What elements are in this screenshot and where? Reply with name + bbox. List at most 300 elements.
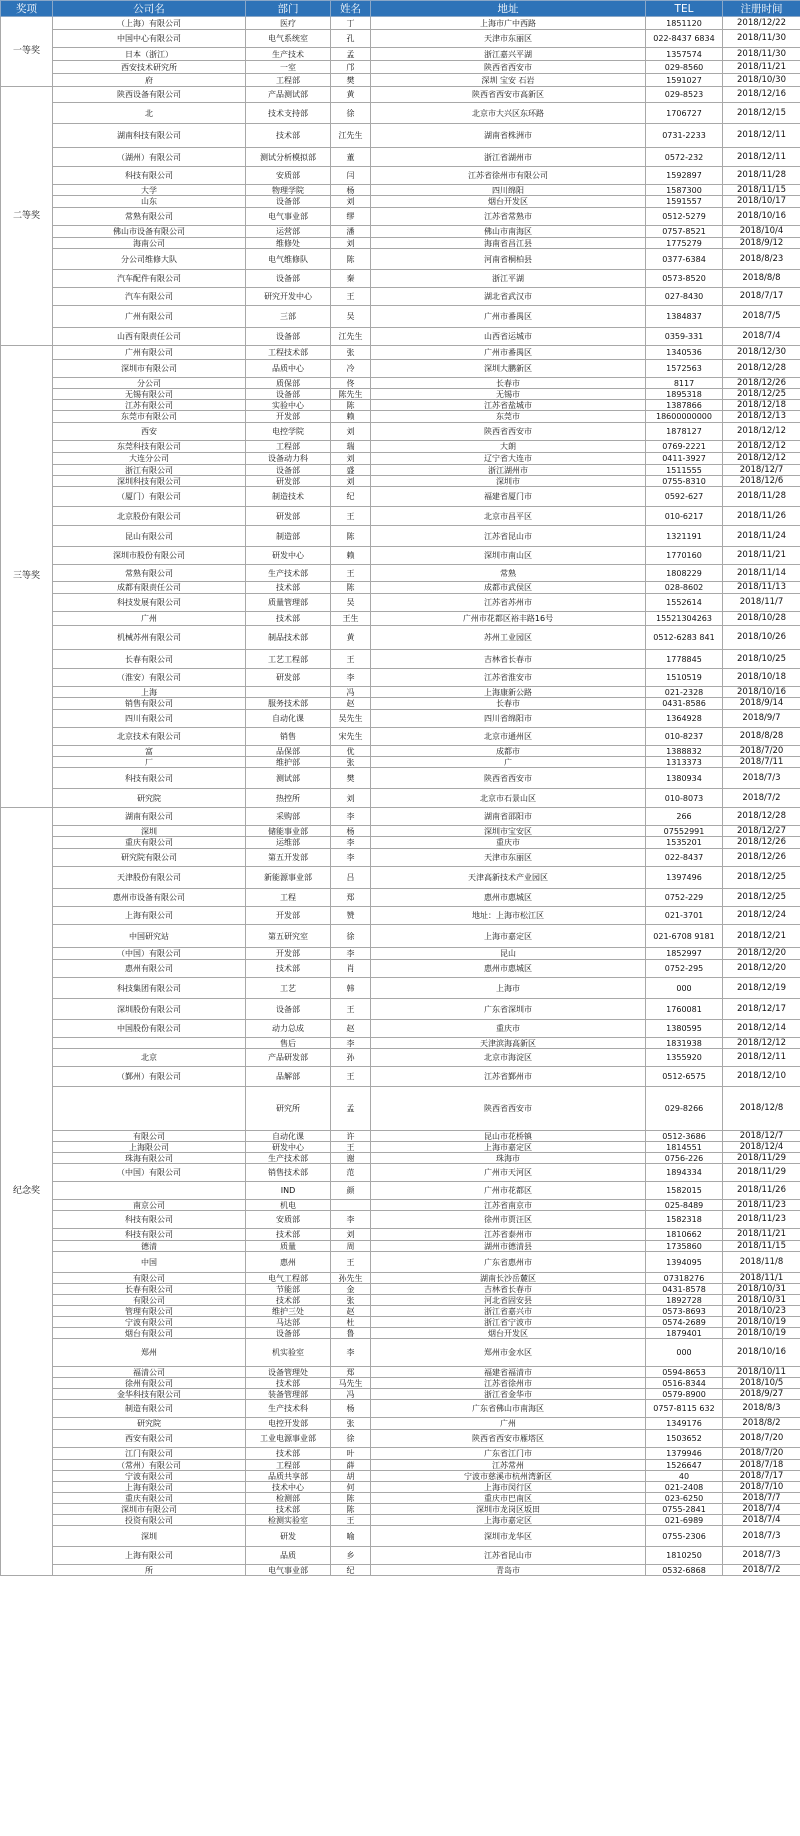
cell-company: 惠州市设备有限公司 <box>53 889 246 907</box>
cell-company: 中国 <box>53 1252 246 1273</box>
cell-company: 汽车配件有限公司 <box>53 270 246 288</box>
cell-company: 深圳 <box>53 1526 246 1547</box>
table-row <box>1 249 800 270</box>
cell-company: 重庆有限公司 <box>53 1493 246 1504</box>
table-row <box>1 1515 800 1526</box>
cell-company: 陕西设备有限公司 <box>53 87 246 103</box>
cell-name: 潘 <box>331 226 371 238</box>
cell-company: （中国）有限公司 <box>53 1164 246 1182</box>
cell-tel: 07318276 <box>646 1273 723 1284</box>
table-row <box>1 1229 800 1241</box>
cell-department: 研发部 <box>246 476 331 487</box>
table-row <box>1 768 800 789</box>
cell-tel: 1592897 <box>646 167 723 185</box>
cell-company: 德清 <box>53 1241 246 1252</box>
cell-tel: 1384837 <box>646 306 723 328</box>
table-row <box>1 582 800 594</box>
table-row <box>1 48 800 61</box>
cell-register-date: 2018/10/31 <box>723 1295 800 1306</box>
cell-tel: 1895318 <box>646 389 723 400</box>
table-row <box>1 1164 800 1182</box>
cell-name: 樊 <box>331 74 371 87</box>
cell-name: 董 <box>331 148 371 167</box>
cell-address: 徐州市贾汪区 <box>371 1211 646 1229</box>
cell-register-date: 2018/12/4 <box>723 1142 800 1153</box>
cell-department: 制品技术部 <box>246 626 331 650</box>
cell-department <box>246 687 331 698</box>
cell-company: 湖南有限公司 <box>53 808 246 826</box>
cell-name: 喻 <box>331 1526 371 1547</box>
table-row <box>1 476 800 487</box>
cell-register-date: 2018/11/26 <box>723 507 800 526</box>
cell-name: 孙 <box>331 1049 371 1067</box>
table-row <box>1 849 800 867</box>
table-row <box>1 746 800 757</box>
cell-tel: 1582015 <box>646 1182 723 1200</box>
cell-name: 杜 <box>331 1317 371 1328</box>
cell-company: 西安 <box>53 423 246 441</box>
cell-tel: 029-8523 <box>646 87 723 103</box>
cell-address: 陕西省西安市 <box>371 768 646 789</box>
cell-register-date: 2018/12/12 <box>723 423 800 441</box>
cell-company: 江苏有限公司 <box>53 400 246 411</box>
cell-name: 宋先生 <box>331 728 371 746</box>
cell-department: 设备部 <box>246 196 331 208</box>
cell-name: 李 <box>331 948 371 960</box>
header-company: 公司名 <box>53 1 246 17</box>
cell-register-date: 2018/9/7 <box>723 710 800 728</box>
cell-name: 丁 <box>331 17 371 30</box>
cell-department: 电气系统室 <box>246 30 331 48</box>
table-row <box>1 526 800 547</box>
cell-tel: 1831938 <box>646 1038 723 1049</box>
cell-department: 设备动力科 <box>246 453 331 465</box>
cell-name: 王 <box>331 507 371 526</box>
cell-company: （中国）有限公司 <box>53 948 246 960</box>
cell-address: 上海市广中西路 <box>371 17 646 30</box>
cell-address: 湖南省株洲市 <box>371 124 646 148</box>
cell-register-date: 2018/12/17 <box>723 999 800 1020</box>
cell-register-date: 2018/12/8 <box>723 1087 800 1131</box>
cell-name: 张 <box>331 1295 371 1306</box>
table-row <box>1 87 800 103</box>
table-row <box>1 103 800 124</box>
table-row <box>1 1182 800 1200</box>
cell-department: 工程 <box>246 889 331 907</box>
cell-tel: 0731-2233 <box>646 124 723 148</box>
table-row <box>1 612 800 626</box>
cell-register-date: 2018/7/20 <box>723 746 800 757</box>
cell-department: 开发部 <box>246 411 331 423</box>
cell-department: 测试部 <box>246 768 331 789</box>
cell-tel: 1760081 <box>646 999 723 1020</box>
cell-register-date: 2018/11/21 <box>723 547 800 565</box>
cell-company: 深圳 <box>53 826 246 837</box>
cell-register-date: 2018/11/30 <box>723 48 800 61</box>
cell-register-date: 2018/12/30 <box>723 346 800 360</box>
cell-department: 研发部 <box>246 669 331 687</box>
cell-address: 陕西省西安市 <box>371 61 646 74</box>
cell-department: 节能部 <box>246 1284 331 1295</box>
cell-company: 昆山有限公司 <box>53 526 246 547</box>
cell-name: 黄 <box>331 87 371 103</box>
cell-company: （湖州）有限公司 <box>53 148 246 167</box>
cell-department: 技术部 <box>246 1378 331 1389</box>
cell-company: 海南公司 <box>53 238 246 249</box>
cell-address: 上海市嘉定区 <box>371 925 646 948</box>
cell-tel: 1735860 <box>646 1241 723 1252</box>
cell-department: 品质 <box>246 1547 331 1565</box>
cell-tel: 8117 <box>646 378 723 389</box>
cell-department: 工程技术部 <box>246 346 331 360</box>
cell-address: 福建省厦门市 <box>371 487 646 507</box>
cell-name: 李 <box>331 837 371 849</box>
cell-company: 广州 <box>53 612 246 626</box>
cell-name: 陈 <box>331 249 371 270</box>
cell-tel: 1587300 <box>646 185 723 196</box>
cell-department: 储能事业部 <box>246 826 331 837</box>
cell-register-date: 2018/7/2 <box>723 1565 800 1576</box>
cell-register-date: 2018/7/3 <box>723 1547 800 1565</box>
cell-department: 研发部 <box>246 507 331 526</box>
table-row <box>1 1131 800 1142</box>
cell-register-date: 2018/8/8 <box>723 270 800 288</box>
cell-tel: 40 <box>646 1471 723 1482</box>
cell-department: 研究所 <box>246 1087 331 1131</box>
cell-name: 赖 <box>331 547 371 565</box>
cell-department: 自动化课 <box>246 710 331 728</box>
cell-register-date: 2018/10/19 <box>723 1317 800 1328</box>
cell-tel: 1591557 <box>646 196 723 208</box>
cell-department: 惠州 <box>246 1252 331 1273</box>
cell-register-date: 2018/7/18 <box>723 1460 800 1471</box>
cell-register-date: 2018/10/28 <box>723 612 800 626</box>
cell-company: 西安有限公司 <box>53 1430 246 1448</box>
cell-name: 孙先生 <box>331 1273 371 1284</box>
cell-company: 徐州有限公司 <box>53 1378 246 1389</box>
cell-address: 湖南省邵阳市 <box>371 808 646 826</box>
cell-tel: 0592-627 <box>646 487 723 507</box>
cell-department: 电控学院 <box>246 423 331 441</box>
table-row <box>1 1493 800 1504</box>
cell-department: 制造技术 <box>246 487 331 507</box>
cell-department: 测试分析模拟部 <box>246 148 331 167</box>
table-row <box>1 196 800 208</box>
cell-tel: 1380595 <box>646 1020 723 1038</box>
cell-department: 生产技术科 <box>246 1400 331 1418</box>
cell-tel: 1355920 <box>646 1049 723 1067</box>
prize-level: 纪念奖 <box>1 808 53 1576</box>
cell-department: 电气事业部 <box>246 208 331 226</box>
table-row <box>1 1504 800 1515</box>
cell-address: 浙江平湖 <box>371 270 646 288</box>
cell-name: 李 <box>331 669 371 687</box>
cell-tel: 0573-8520 <box>646 270 723 288</box>
cell-name: 王 <box>331 565 371 582</box>
cell-name: 郑 <box>331 1367 371 1378</box>
cell-register-date: 2018/11/29 <box>723 1153 800 1164</box>
cell-address: 江苏省苏州市 <box>371 594 646 612</box>
table-row <box>1 1526 800 1547</box>
cell-register-date: 2018/12/14 <box>723 1020 800 1038</box>
cell-register-date: 2018/12/11 <box>723 1049 800 1067</box>
table-row <box>1 208 800 226</box>
cell-register-date: 2018/12/12 <box>723 1038 800 1049</box>
cell-name: 王 <box>331 999 371 1020</box>
cell-name: 黄 <box>331 626 371 650</box>
cell-tel: 1706727 <box>646 103 723 124</box>
cell-company: 有限公司 <box>53 1295 246 1306</box>
cell-name: 赞 <box>331 907 371 925</box>
cell-department: 物理学院 <box>246 185 331 196</box>
cell-tel: 1387866 <box>646 400 723 411</box>
cell-address: 深圳市宝安区 <box>371 826 646 837</box>
cell-department: 采购部 <box>246 808 331 826</box>
cell-company: 投资有限公司 <box>53 1515 246 1526</box>
cell-tel: 027-8430 <box>646 288 723 306</box>
cell-company: 销售有限公司 <box>53 698 246 710</box>
cell-company: 中国中心有限公司 <box>53 30 246 48</box>
cell-tel: 266 <box>646 808 723 826</box>
cell-register-date: 2018/12/27 <box>723 826 800 837</box>
cell-name: 纪 <box>331 487 371 507</box>
cell-register-date: 2018/12/21 <box>723 925 800 948</box>
cell-company: 大连分公司 <box>53 453 246 465</box>
cell-department: 研发中心 <box>246 1142 331 1153</box>
cell-name: 王 <box>331 288 371 306</box>
cell-address: 重庆市巴南区 <box>371 1493 646 1504</box>
cell-address: 江苏省淮安市 <box>371 669 646 687</box>
cell-name: 陈 <box>331 526 371 547</box>
cell-department: 电气工程部 <box>246 1273 331 1284</box>
cell-department: 销售 <box>246 728 331 746</box>
cell-address: 北京市海淀区 <box>371 1049 646 1067</box>
cell-address: 湖州市德清县 <box>371 1241 646 1252</box>
table-row <box>1 61 800 74</box>
cell-company <box>53 1182 246 1200</box>
cell-department: 品解部 <box>246 1067 331 1087</box>
table-row <box>1 1273 800 1284</box>
cell-tel: 1775279 <box>646 238 723 249</box>
cell-register-date: 2018/11/15 <box>723 1241 800 1252</box>
cell-tel: 028-8602 <box>646 582 723 594</box>
cell-register-date: 2018/10/26 <box>723 626 800 650</box>
cell-tel: 0579-8900 <box>646 1389 723 1400</box>
cell-register-date: 2018/12/6 <box>723 476 800 487</box>
cell-address: 广州市番禺区 <box>371 346 646 360</box>
cell-company: 科技有限公司 <box>53 1211 246 1229</box>
cell-department: 技术部 <box>246 1448 331 1460</box>
cell-tel: 1313373 <box>646 757 723 768</box>
cell-address: 浙江省宁波市 <box>371 1317 646 1328</box>
cell-name: 王 <box>331 1142 371 1153</box>
cell-address: 广州 <box>371 1418 646 1430</box>
cell-register-date: 2018/11/30 <box>723 30 800 48</box>
cell-department: 生产技术部 <box>246 565 331 582</box>
cell-company: 东莞科技有限公司 <box>53 441 246 453</box>
cell-name: 盛 <box>331 465 371 476</box>
cell-register-date: 2018/11/14 <box>723 565 800 582</box>
cell-department: 安质部 <box>246 1211 331 1229</box>
cell-register-date: 2018/8/3 <box>723 1400 800 1418</box>
cell-department: 设备部 <box>246 270 331 288</box>
cell-address: 常熟 <box>371 565 646 582</box>
cell-company: 科技有限公司 <box>53 768 246 789</box>
cell-department: 维护部 <box>246 757 331 768</box>
cell-name: 江先生 <box>331 124 371 148</box>
cell-register-date: 2018/11/26 <box>723 1182 800 1200</box>
cell-register-date: 2018/10/23 <box>723 1306 800 1317</box>
table-row <box>1 1142 800 1153</box>
cell-address: 深圳市龙华区 <box>371 1526 646 1547</box>
cell-name: 韩 <box>331 978 371 999</box>
cell-address: 北京市通州区 <box>371 728 646 746</box>
cell-name: 谢 <box>331 1153 371 1164</box>
cell-name: 周 <box>331 1241 371 1252</box>
cell-tel: 0769-2221 <box>646 441 723 453</box>
cell-tel: 1535201 <box>646 837 723 849</box>
table-row <box>1 808 800 826</box>
cell-address: 昆山市花桥镇 <box>371 1131 646 1142</box>
cell-company: 深圳股份有限公司 <box>53 999 246 1020</box>
cell-address: 四川绵阳 <box>371 185 646 196</box>
cell-tel: 1340536 <box>646 346 723 360</box>
table-row <box>1 1448 800 1460</box>
cell-address: 地址：上海市松江区 <box>371 907 646 925</box>
cell-tel: 1526647 <box>646 1460 723 1471</box>
cell-company: 常熟有限公司 <box>53 565 246 582</box>
table-row <box>1 1400 800 1418</box>
cell-tel: 1511555 <box>646 465 723 476</box>
cell-company: 宁波有限公司 <box>53 1471 246 1482</box>
cell-department: 服务技术部 <box>246 698 331 710</box>
cell-department: 第五研究室 <box>246 925 331 948</box>
cell-company: 机械苏州有限公司 <box>53 626 246 650</box>
cell-address: 陕西省西安市 <box>371 423 646 441</box>
header-row <box>1 1 800 17</box>
cell-department: IND <box>246 1182 331 1200</box>
cell-name: 孔 <box>331 30 371 48</box>
cell-company: 天津股份有限公司 <box>53 867 246 889</box>
table-row <box>1 867 800 889</box>
cell-tel: 15521304263 <box>646 612 723 626</box>
cell-department: 设备部 <box>246 1328 331 1339</box>
table-row <box>1 1317 800 1328</box>
cell-name: 佟 <box>331 378 371 389</box>
cell-address: 广州市花都区裕丰路16号 <box>371 612 646 626</box>
cell-register-date: 2018/7/20 <box>723 1448 800 1460</box>
cell-address: 烟台开发区 <box>371 196 646 208</box>
cell-register-date: 2018/10/18 <box>723 669 800 687</box>
cell-register-date: 2018/9/27 <box>723 1389 800 1400</box>
cell-department: 质量 <box>246 1241 331 1252</box>
table-row <box>1 441 800 453</box>
cell-name: 胡 <box>331 1471 371 1482</box>
cell-tel: 1357574 <box>646 48 723 61</box>
table-row <box>1 148 800 167</box>
cell-register-date: 2018/11/21 <box>723 1229 800 1241</box>
cell-department: 设备部 <box>246 999 331 1020</box>
cell-department: 设备部 <box>246 328 331 346</box>
table-body <box>1 17 800 1576</box>
cell-tel: 0594-8653 <box>646 1367 723 1378</box>
cell-tel: 029-8560 <box>646 61 723 74</box>
table-row <box>1 124 800 148</box>
cell-address: 广州市花都区 <box>371 1182 646 1200</box>
table-row <box>1 1367 800 1378</box>
cell-name: 瑞 <box>331 441 371 453</box>
cell-department: 运营部 <box>246 226 331 238</box>
cell-register-date: 2018/7/5 <box>723 306 800 328</box>
table-row <box>1 1460 800 1471</box>
table-row <box>1 411 800 423</box>
cell-tel: 1810250 <box>646 1547 723 1565</box>
cell-department: 安质部 <box>246 167 331 185</box>
cell-name: 赖 <box>331 411 371 423</box>
cell-name: 徐 <box>331 925 371 948</box>
cell-department: 技术部 <box>246 1295 331 1306</box>
cell-company: 北京 <box>53 1049 246 1067</box>
table-row <box>1 698 800 710</box>
cell-address: 江苏省昆山市 <box>371 1547 646 1565</box>
cell-name: 郑 <box>331 889 371 907</box>
cell-company: 富 <box>53 746 246 757</box>
cell-tel: 1852997 <box>646 948 723 960</box>
cell-tel: 010-6217 <box>646 507 723 526</box>
cell-company: 科技有限公司 <box>53 1229 246 1241</box>
cell-register-date: 2018/9/14 <box>723 698 800 710</box>
table-row <box>1 185 800 196</box>
cell-company: 研究院 <box>53 789 246 808</box>
cell-department: 技术中心 <box>246 1482 331 1493</box>
cell-register-date: 2018/12/25 <box>723 389 800 400</box>
cell-name: 肖 <box>331 960 371 978</box>
cell-department: 检测实验室 <box>246 1515 331 1526</box>
cell-department: 电控开发部 <box>246 1418 331 1430</box>
cell-address: 山西省运城市 <box>371 328 646 346</box>
cell-department: 检测部 <box>246 1493 331 1504</box>
cell-address: 广州市番禺区 <box>371 306 646 328</box>
cell-tel: 0757-8521 <box>646 226 723 238</box>
cell-company: 管理有限公司 <box>53 1306 246 1317</box>
cell-department: 技术部 <box>246 582 331 594</box>
cell-tel: 0512-6575 <box>646 1067 723 1087</box>
table-row <box>1 1430 800 1448</box>
cell-company: （上海）有限公司 <box>53 17 246 30</box>
prize-level: 三等奖 <box>1 346 53 808</box>
cell-company: 制造有限公司 <box>53 1400 246 1418</box>
cell-name: 陈先生 <box>331 389 371 400</box>
cell-company: 北京技术有限公司 <box>53 728 246 746</box>
cell-tel: 1379946 <box>646 1448 723 1460</box>
cell-department: 运维部 <box>246 837 331 849</box>
cell-address: 深圳大鹏新区 <box>371 360 646 378</box>
cell-register-date: 2018/7/4 <box>723 1504 800 1515</box>
cell-department: 产品研发部 <box>246 1049 331 1067</box>
cell-register-date: 2018/7/20 <box>723 1430 800 1448</box>
cell-tel: 0512-5279 <box>646 208 723 226</box>
cell-department: 自动化课 <box>246 1131 331 1142</box>
cell-name: 吴先生 <box>331 710 371 728</box>
cell-department: 生产技术 <box>246 48 331 61</box>
cell-address: 江苏省徐州市 <box>371 1378 646 1389</box>
cell-name: 缪 <box>331 208 371 226</box>
cell-tel: 029-8266 <box>646 1087 723 1131</box>
table-row <box>1 1038 800 1049</box>
cell-tel: 0516-8344 <box>646 1378 723 1389</box>
table-row <box>1 400 800 411</box>
cell-name: 李 <box>331 1211 371 1229</box>
